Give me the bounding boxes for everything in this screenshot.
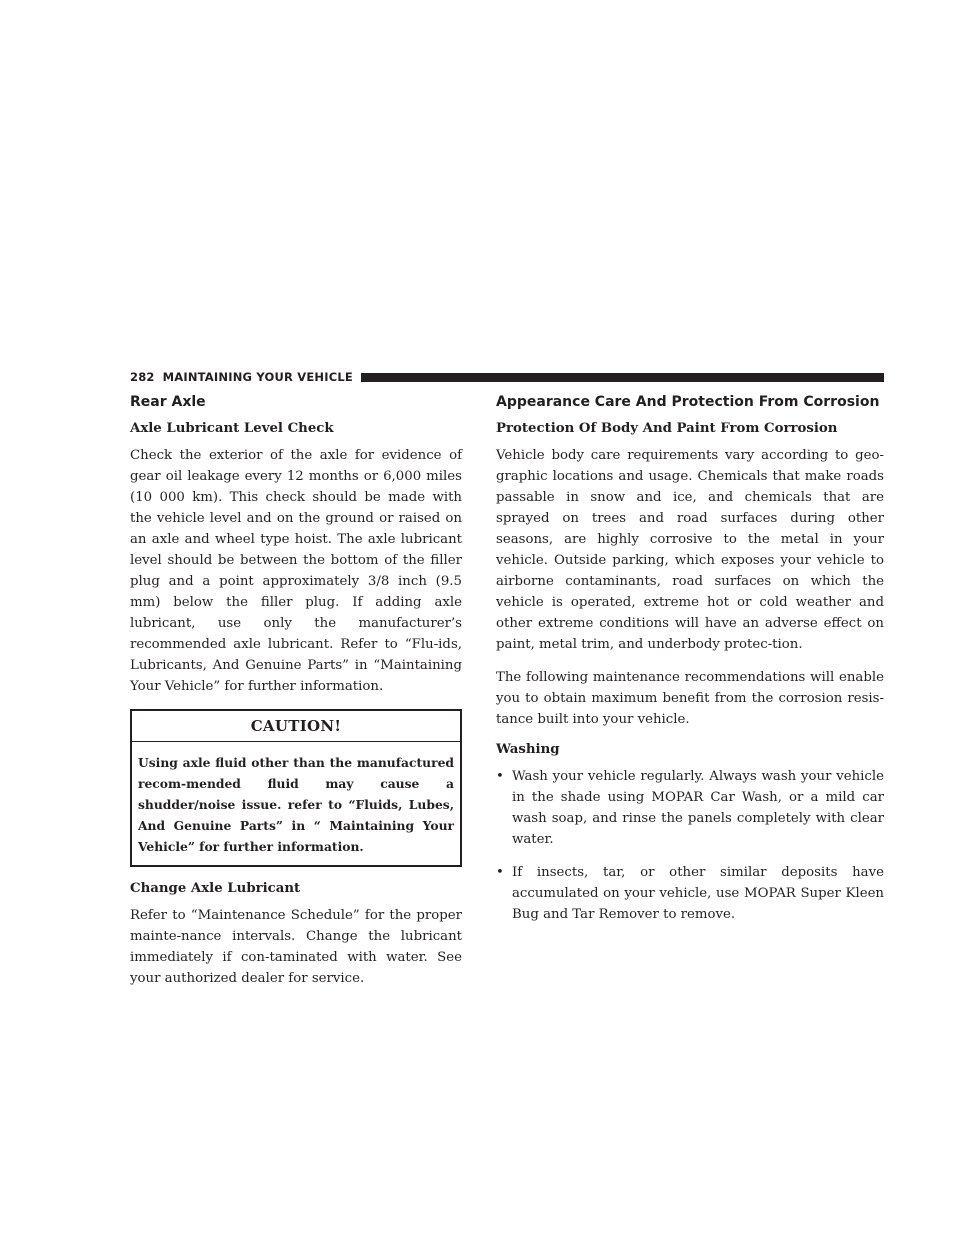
list-item [496, 766, 884, 850]
page-header [130, 370, 884, 384]
body-care-paragraph: Vehicle body care requirements vary according to geo-graphic locations and usage. Chemicals that make roads passable in snow and ice, and chemicals that are sprayed on trees and road surfaces during other seasons, are highly corrosive to the metal in your vehicle. Outside parking, which exposes your vehicle to airborne contaminants, road surfaces on which the vehicle is operated, extreme hot or cold weather and other extreme conditions will have an adverse effect on paint, metal trim, and underbody protec-tion. [496, 448, 884, 652]
body-paint-protection-subheading: Protection Of Body And Paint From Corrosion [496, 421, 838, 436]
caution-text: Using axle fluid other than the manufactured recom-mended fluid may cause a shudder/noise issue. refer to “Fluids, Lubes, And Genuine Parts” in “ Maintaining Your Vehicle” for further information. [138, 755, 454, 854]
washing-list [496, 766, 884, 925]
change-axle-lubricant-subheading: Change Axle Lubricant [130, 881, 301, 896]
change-axle-lubricant-paragraph: Refer to “Maintenance Schedule” for the proper mainte-nance intervals. Change the lubricant immediately if con-taminated with water. See your authorized dealer for service. [130, 908, 462, 986]
bullet-icon: • [496, 865, 504, 880]
list-item [496, 862, 884, 925]
header-rule [361, 373, 884, 382]
washing-subheading: Washing [496, 742, 560, 757]
axle-lubricant-level-paragraph: Check the exterior of the axle for evidence of gear oil leakage every 12 months or 6,000 miles (10 000 km). This check should be made with the vehicle level and on the ground or raised on an axle and wheel type hoist. The axle lubricant level should be between the bottom of the filler plug and a point approximately 3/8 inch (9.5 mm) below the filler plug. If adding axle lubricant, use only the manufacturer’s recommended axle lubricant. Refer to “Flu-ids, Lubricants, And Genuine Parts” in “Maintaining Your Vehicle” for further information. [130, 448, 462, 694]
list-item-text: Wash your vehicle regularly. Always wash your vehicle in the shade using MOPAR Car Wash, or a mild car wash soap, and rinse the panels completely with clear water. [512, 769, 884, 847]
maintenance-recommendations-paragraph: The following maintenance recommendations will enable you to obtain maximum benefit from the corrosion resis-tance built into your vehicle. [496, 670, 884, 727]
axle-lubricant-level-check-subheading: Axle Lubricant Level Check [130, 421, 334, 436]
rear-axle-heading: Rear Axle [130, 394, 206, 410]
bullet-icon: • [496, 769, 504, 784]
left-column [130, 394, 462, 1001]
caution-box [130, 709, 462, 867]
right-column [496, 394, 884, 937]
caution-title: CAUTION! [132, 711, 460, 742]
page-number: 282 [130, 370, 155, 384]
list-item-text: If insects, tar, or other similar deposits have accumulated on your vehicle, use MOPAR Super Kleen Bug and Tar Remover to remove. [512, 865, 884, 922]
section-title: MAINTAINING YOUR VEHICLE [162, 370, 353, 384]
appearance-care-heading: Appearance Care And Protection From Corrosion [496, 394, 880, 410]
